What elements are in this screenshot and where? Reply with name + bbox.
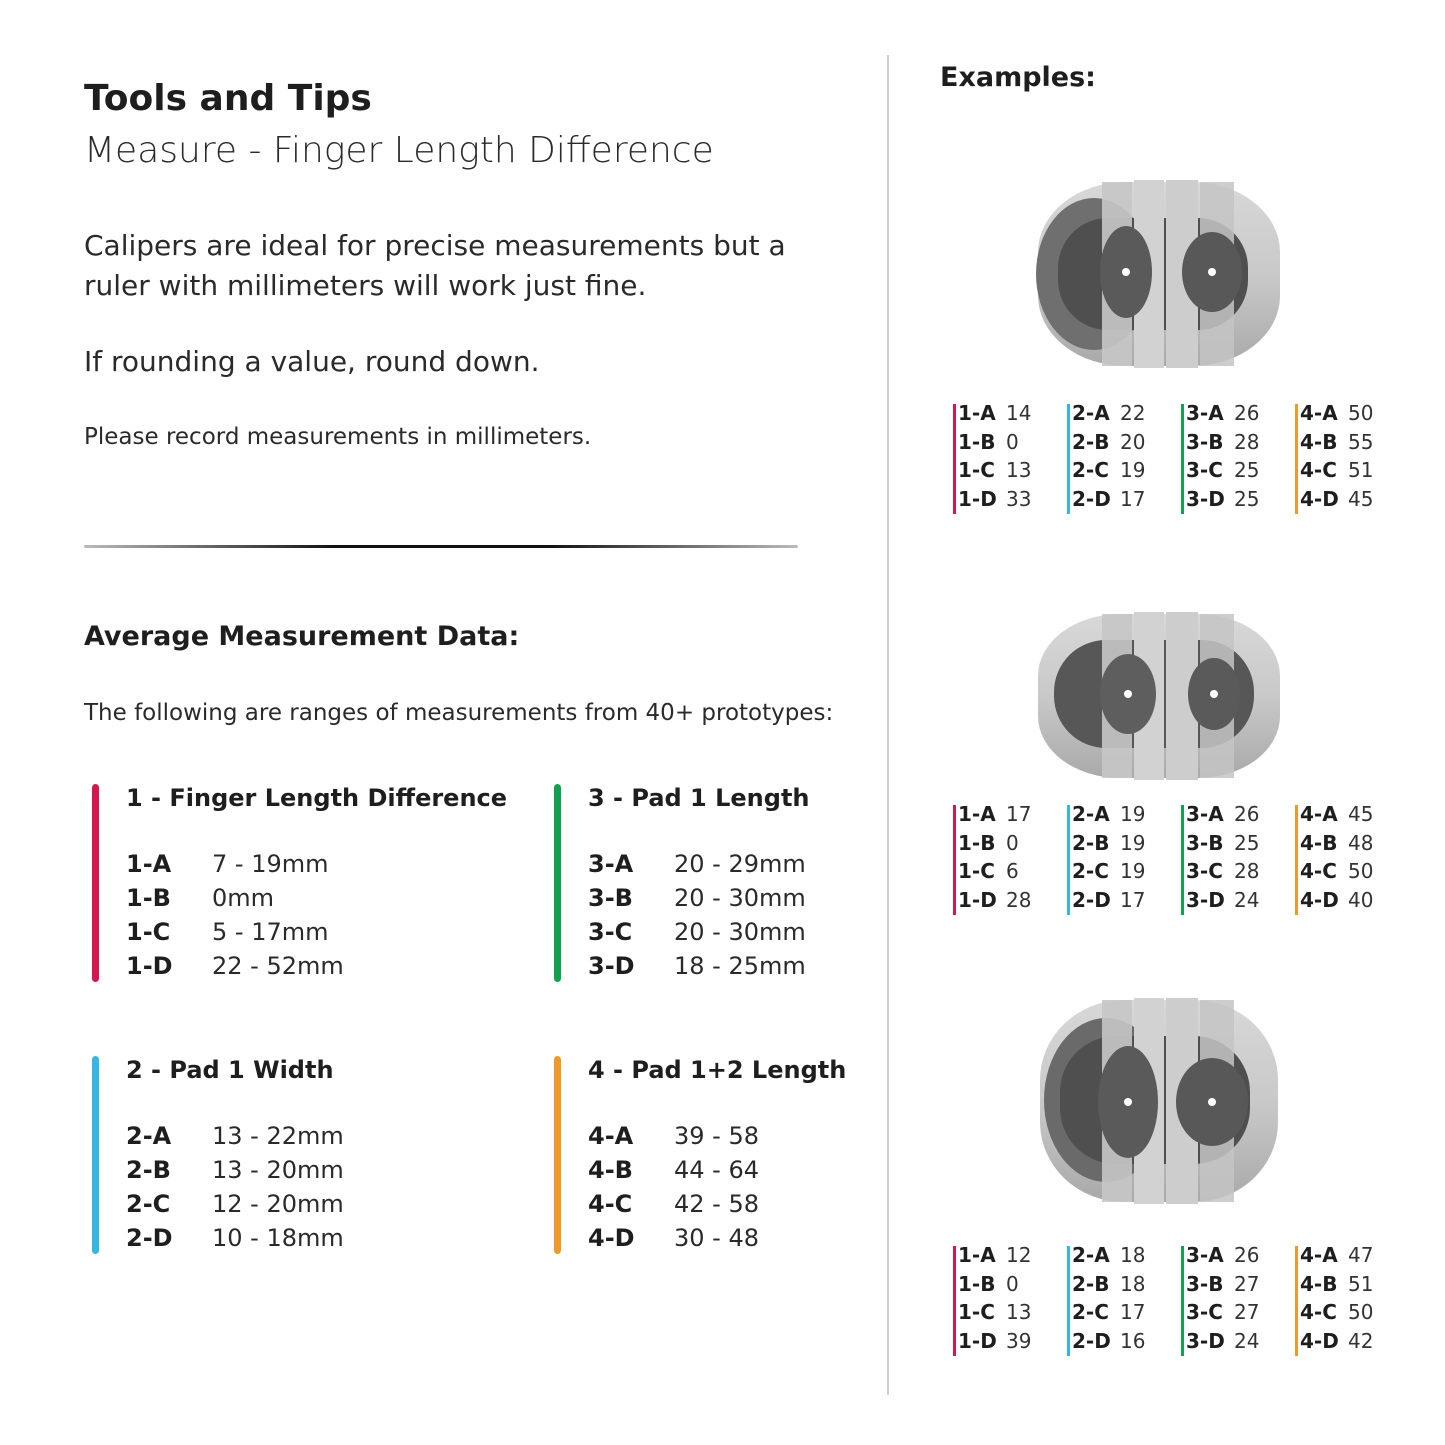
example-value: 16	[1120, 1328, 1146, 1353]
measurement-group-2	[92, 1056, 392, 1256]
example-row	[1186, 1243, 1259, 1271]
example-row	[1072, 458, 1145, 486]
example-value: 26	[1234, 1243, 1260, 1267]
example-code: 2-B	[1072, 830, 1110, 855]
example-code: 3-B	[1186, 830, 1224, 855]
example-column-color-bar	[1067, 1246, 1070, 1356]
device-render-2	[1036, 602, 1282, 792]
example-value: 48	[1348, 830, 1374, 855]
example-value: 24	[1234, 1328, 1260, 1353]
example-column-color-bar	[1295, 404, 1298, 514]
example-row	[958, 1243, 1031, 1271]
measurement-range: 20 - 30mm	[674, 884, 806, 912]
example-value: 51	[1348, 1271, 1374, 1296]
example-row	[1300, 1329, 1373, 1357]
example-code: 3-C	[1186, 859, 1223, 883]
example-value: 17	[1120, 486, 1146, 511]
example-code: 1-B	[958, 830, 996, 855]
example-value: 47	[1348, 1243, 1374, 1267]
example-row	[1300, 458, 1373, 486]
example-value: 27	[1234, 1300, 1260, 1324]
example-row	[1300, 831, 1373, 859]
example-row	[1186, 401, 1259, 429]
example-column	[953, 802, 1063, 917]
intro-paragraph-rounding: If rounding a value, round down.	[84, 345, 540, 378]
example-value: 12	[1006, 1243, 1032, 1267]
example-code: 1-C	[958, 859, 995, 883]
example-column	[1067, 1243, 1177, 1358]
measurement-group-1	[92, 784, 508, 984]
example-value: 40	[1348, 887, 1374, 912]
example-code: 4-B	[1300, 830, 1338, 855]
example-table-1	[953, 401, 1383, 516]
measurement-code: 4-C	[588, 1190, 633, 1218]
measurement-row	[126, 1224, 344, 1258]
example-code: 4-C	[1300, 1300, 1337, 1324]
page-subtitle: Measure - Finger Length Difference	[84, 130, 714, 171]
example-column-color-bar	[1181, 404, 1184, 514]
example-row	[1186, 487, 1259, 515]
measurement-row	[588, 1156, 759, 1190]
example-value: 42	[1348, 1328, 1374, 1353]
measurement-range: 0mm	[212, 884, 275, 912]
example-row	[1072, 802, 1145, 830]
example-code: 2-B	[1072, 1271, 1110, 1296]
example-row	[1072, 1300, 1145, 1328]
measurement-group-3	[554, 784, 854, 984]
measurement-range: 10 - 18mm	[212, 1224, 344, 1252]
example-column-color-bar	[1181, 1246, 1184, 1356]
example-code: 4-D	[1300, 486, 1339, 511]
example-row	[1186, 888, 1259, 916]
example-value: 28	[1234, 429, 1260, 454]
measurement-code: 3-C	[588, 918, 633, 946]
intro-paragraph-units: Please record measurements in millimeters.	[84, 424, 592, 450]
example-column	[1067, 802, 1177, 917]
example-value: 26	[1234, 401, 1260, 425]
example-code: 2-B	[1072, 429, 1110, 454]
page-title: Tools and Tips	[84, 78, 372, 119]
example-value: 13	[1006, 1300, 1032, 1324]
example-value: 28	[1234, 859, 1260, 883]
example-column-color-bar	[1067, 805, 1070, 915]
example-code: 3-C	[1186, 1300, 1223, 1324]
example-row	[958, 1272, 1019, 1300]
example-row	[958, 888, 1031, 916]
example-code: 4-C	[1300, 859, 1337, 883]
example-value: 28	[1006, 887, 1032, 912]
example-code: 1-B	[958, 1271, 996, 1296]
measurement-range: 7 - 19mm	[212, 850, 329, 878]
example-value: 17	[1120, 887, 1146, 912]
column-divider	[887, 55, 889, 1395]
measurement-range: 30 - 48	[674, 1224, 759, 1252]
device-marker-dot	[1122, 268, 1130, 276]
example-code: 1-A	[958, 1243, 996, 1267]
example-column-color-bar	[1067, 404, 1070, 514]
example-column	[1181, 1243, 1291, 1358]
device-marker-dot	[1208, 1098, 1216, 1106]
measurement-row	[588, 850, 806, 884]
example-code: 2-A	[1072, 401, 1110, 425]
measurement-code: 4-A	[588, 1122, 634, 1150]
measurement-row	[588, 1122, 759, 1156]
example-value: 20	[1120, 429, 1146, 454]
example-code: 3-C	[1186, 458, 1223, 482]
measurement-code: 1-A	[126, 850, 172, 878]
measurement-range: 22 - 52mm	[212, 952, 344, 980]
example-row	[1186, 458, 1259, 486]
measurement-code: 4-B	[588, 1156, 633, 1184]
measurement-row	[588, 1224, 759, 1258]
example-value: 22	[1120, 401, 1146, 425]
example-value: 0	[1006, 830, 1019, 855]
example-column-color-bar	[1181, 805, 1184, 915]
example-row	[1072, 1243, 1145, 1271]
example-row	[1186, 1272, 1259, 1300]
example-value: 6	[1006, 859, 1019, 883]
example-code: 2-D	[1072, 887, 1111, 912]
example-value: 45	[1348, 802, 1374, 826]
measurement-row	[588, 952, 806, 986]
example-column	[1295, 1243, 1405, 1358]
measurement-code: 1-C	[126, 918, 171, 946]
example-code: 3-D	[1186, 486, 1225, 511]
example-row	[1300, 888, 1373, 916]
example-code: 3-A	[1186, 802, 1224, 826]
example-value: 50	[1348, 859, 1374, 883]
example-row	[958, 458, 1031, 486]
example-code: 2-C	[1072, 458, 1109, 482]
measurement-range: 13 - 22mm	[212, 1122, 344, 1150]
example-code: 1-C	[958, 458, 995, 482]
example-row	[1300, 1243, 1373, 1271]
example-value: 45	[1348, 486, 1374, 511]
measurement-row	[126, 918, 344, 952]
example-code: 4-D	[1300, 1328, 1339, 1353]
example-row	[1072, 888, 1145, 916]
measurement-row	[126, 1190, 344, 1224]
example-code: 3-A	[1186, 1243, 1224, 1267]
example-value: 50	[1348, 401, 1374, 425]
group-title: 4 - Pad 1+2 Length	[588, 1056, 847, 1084]
example-row	[1300, 430, 1373, 458]
example-row	[1300, 859, 1373, 887]
example-code: 2-C	[1072, 859, 1109, 883]
example-code: 4-B	[1300, 429, 1338, 454]
example-value: 19	[1120, 830, 1146, 855]
measurement-range: 20 - 30mm	[674, 918, 806, 946]
example-code: 4-A	[1300, 1243, 1338, 1267]
example-code: 2-D	[1072, 486, 1111, 511]
example-code: 1-D	[958, 1328, 997, 1353]
example-row	[958, 802, 1031, 830]
example-column-color-bar	[953, 1246, 956, 1356]
device-marker-dot	[1208, 268, 1216, 276]
example-column	[1295, 401, 1405, 516]
example-value: 51	[1348, 458, 1374, 482]
example-row	[1186, 1300, 1259, 1328]
example-row	[1186, 1329, 1259, 1357]
measurement-code: 2-B	[126, 1156, 171, 1184]
example-column	[953, 401, 1063, 516]
example-column	[1067, 401, 1177, 516]
example-row	[1072, 1272, 1145, 1300]
example-code: 4-A	[1300, 802, 1338, 826]
example-row	[1300, 1272, 1373, 1300]
example-row	[1072, 487, 1145, 515]
example-code: 1-A	[958, 401, 996, 425]
example-code: 1-A	[958, 802, 996, 826]
measurement-row	[588, 1190, 759, 1224]
measurement-range: 13 - 20mm	[212, 1156, 344, 1184]
example-row	[1300, 1300, 1373, 1328]
example-value: 0	[1006, 429, 1019, 454]
example-code: 2-A	[1072, 1243, 1110, 1267]
example-row	[958, 1300, 1031, 1328]
example-row	[958, 430, 1019, 458]
example-value: 19	[1120, 802, 1146, 826]
measurement-row	[588, 884, 806, 918]
example-row	[958, 1329, 1031, 1357]
measurement-code: 1-B	[126, 884, 171, 912]
example-code: 3-A	[1186, 401, 1224, 425]
example-value: 39	[1006, 1328, 1032, 1353]
example-value: 33	[1006, 486, 1032, 511]
group-color-bar	[92, 784, 99, 982]
device-marker-dot	[1124, 1098, 1132, 1106]
example-value: 25	[1234, 486, 1260, 511]
group-title: 2 - Pad 1 Width	[126, 1056, 334, 1084]
example-code: 2-C	[1072, 1300, 1109, 1324]
example-code: 2-A	[1072, 802, 1110, 826]
measurement-row	[588, 918, 806, 952]
example-table-2	[953, 802, 1383, 917]
measurement-range: 44 - 64	[674, 1156, 759, 1184]
example-row	[958, 487, 1031, 515]
example-code: 1-D	[958, 887, 997, 912]
example-value: 25	[1234, 830, 1260, 855]
example-column	[953, 1243, 1063, 1358]
example-row	[1300, 802, 1373, 830]
example-code: 2-D	[1072, 1328, 1111, 1353]
example-table-3	[953, 1243, 1383, 1358]
measurement-row	[126, 1156, 344, 1190]
measurement-range: 12 - 20mm	[212, 1190, 344, 1218]
example-value: 26	[1234, 802, 1260, 826]
example-row	[1072, 831, 1145, 859]
example-code: 3-D	[1186, 887, 1225, 912]
measurement-code: 2-A	[126, 1122, 172, 1150]
measurement-range: 18 - 25mm	[674, 952, 806, 980]
average-data-description: The following are ranges of measurements from 40+ prototypes:	[84, 700, 834, 726]
device-render-3	[1036, 998, 1282, 1204]
group-color-bar	[554, 1056, 561, 1254]
example-code: 1-C	[958, 1300, 995, 1324]
average-data-title: Average Measurement Data:	[84, 621, 520, 652]
group-color-bar	[92, 1056, 99, 1254]
measurement-range: 5 - 17mm	[212, 918, 329, 946]
example-value: 18	[1120, 1243, 1146, 1267]
measurement-row	[126, 1122, 344, 1156]
example-row	[958, 401, 1031, 429]
group-title: 1 - Finger Length Difference	[126, 784, 508, 812]
example-column	[1181, 401, 1291, 516]
examples-title: Examples:	[940, 62, 1096, 93]
example-column-color-bar	[953, 805, 956, 915]
example-code: 1-D	[958, 486, 997, 511]
measurement-row	[126, 952, 344, 986]
example-value: 17	[1120, 1300, 1146, 1324]
example-value: 27	[1234, 1271, 1260, 1296]
example-value: 19	[1120, 859, 1146, 883]
example-row	[1186, 859, 1259, 887]
example-column-color-bar	[953, 404, 956, 514]
example-code: 4-A	[1300, 401, 1338, 425]
example-code: 3-B	[1186, 429, 1224, 454]
device-marker-dot	[1210, 690, 1218, 698]
example-row	[1300, 487, 1373, 515]
measurement-code: 3-D	[588, 952, 635, 980]
measurement-code: 3-B	[588, 884, 633, 912]
example-code: 4-B	[1300, 1271, 1338, 1296]
measurement-group-4	[554, 1056, 854, 1256]
device-marker-dot	[1124, 690, 1132, 698]
example-row	[1072, 401, 1145, 429]
example-row	[1072, 859, 1145, 887]
measurement-code: 1-D	[126, 952, 173, 980]
measurement-code: 2-C	[126, 1190, 171, 1218]
example-row	[1072, 1329, 1145, 1357]
example-row	[958, 859, 1019, 887]
intro-paragraph-calipers: Calipers are ideal for precise measurements but a ruler with millimeters will work just fine.	[84, 229, 786, 302]
example-row	[1072, 430, 1145, 458]
example-value: 19	[1120, 458, 1146, 482]
example-row	[1186, 831, 1259, 859]
device-render-1	[1036, 178, 1282, 368]
example-code: 4-D	[1300, 887, 1339, 912]
example-value: 24	[1234, 887, 1260, 912]
measurement-range: 42 - 58	[674, 1190, 759, 1218]
measurement-range: 20 - 29mm	[674, 850, 806, 878]
example-column-color-bar	[1295, 805, 1298, 915]
measurement-range: 39 - 58	[674, 1122, 759, 1150]
example-column	[1295, 802, 1405, 917]
example-value: 55	[1348, 429, 1374, 454]
example-value: 25	[1234, 458, 1260, 482]
example-value: 13	[1006, 458, 1032, 482]
measurement-code: 4-D	[588, 1224, 635, 1252]
example-code: 3-B	[1186, 1271, 1224, 1296]
measurement-code: 3-A	[588, 850, 634, 878]
section-divider	[84, 545, 798, 548]
measurement-row	[126, 884, 344, 918]
example-code: 1-B	[958, 429, 996, 454]
example-code: 3-D	[1186, 1328, 1225, 1353]
example-row	[958, 831, 1019, 859]
example-value: 18	[1120, 1271, 1146, 1296]
example-value: 14	[1006, 401, 1032, 425]
group-title: 3 - Pad 1 Length	[588, 784, 810, 812]
group-color-bar	[554, 784, 561, 982]
measurement-code: 2-D	[126, 1224, 173, 1252]
example-value: 50	[1348, 1300, 1374, 1324]
example-column	[1181, 802, 1291, 917]
measurement-row	[126, 850, 344, 884]
example-row	[1186, 802, 1259, 830]
example-column-color-bar	[1295, 1246, 1298, 1356]
example-value: 0	[1006, 1271, 1019, 1296]
example-code: 4-C	[1300, 458, 1337, 482]
example-value: 17	[1006, 802, 1032, 826]
example-row	[1186, 430, 1259, 458]
example-row	[1300, 401, 1373, 429]
